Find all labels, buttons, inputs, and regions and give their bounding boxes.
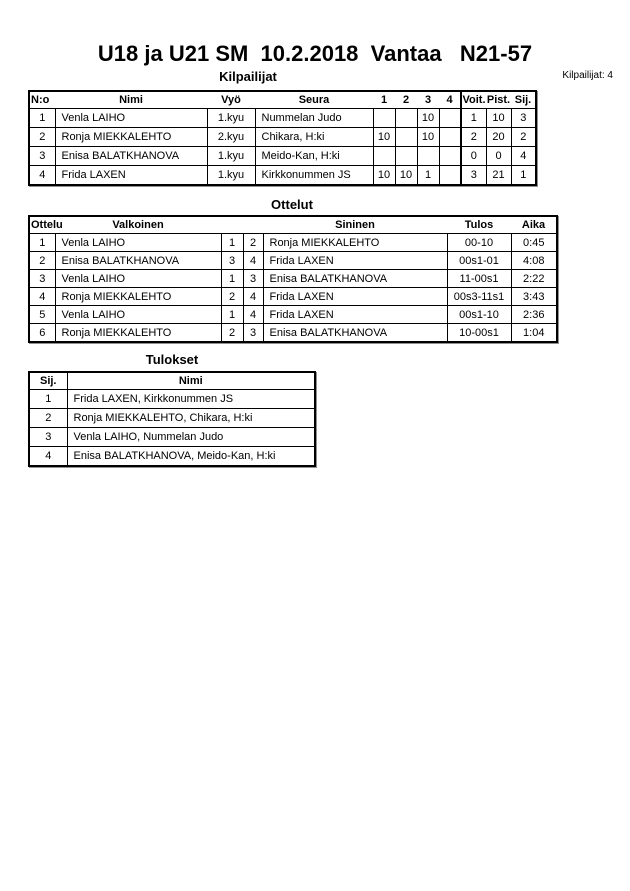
tulokset-header-row xyxy=(29,372,315,390)
cell-white-fighter: Ronja MIEKKALEHTO xyxy=(55,324,221,343)
cell-time: 2:22 xyxy=(511,270,557,288)
cell-white-fighter: Ronja MIEKKALEHTO xyxy=(55,288,221,306)
kilpailijat-row xyxy=(29,166,536,186)
ottelut-table xyxy=(28,215,558,343)
col-header-tulos: Tulos xyxy=(447,216,511,234)
cell-match-number: 1 xyxy=(29,234,55,252)
cell-round1-score xyxy=(373,147,395,166)
cell-placed-competitor: Venla LAIHO, Nummelan Judo xyxy=(67,428,315,447)
cell-blue-fighter: Frida LAXEN xyxy=(263,306,447,324)
cell-club: Meido-Kan, H:ki xyxy=(255,147,373,166)
cell-belt: 1.kyu xyxy=(207,147,255,166)
cell-round4-score xyxy=(439,166,461,186)
cell-white-fighter-number: 1 xyxy=(221,270,243,288)
kilpailijat-row xyxy=(29,147,536,166)
cell-wins: 1 xyxy=(461,109,486,128)
cell-belt: 1.kyu xyxy=(207,166,255,186)
tulokset-row xyxy=(29,390,315,409)
col-header-no: N:o xyxy=(29,91,55,109)
col-header-sininen: Sininen xyxy=(263,216,447,234)
tulokset-row xyxy=(29,409,315,428)
col-header-seura: Seura xyxy=(255,91,373,109)
kilpailijat-row xyxy=(29,128,536,147)
cell-round2-score xyxy=(395,147,417,166)
cell-white-fighter-number: 3 xyxy=(221,252,243,270)
cell-belt: 2.kyu xyxy=(207,128,255,147)
tulokset-row xyxy=(29,447,315,467)
cell-placed-competitor: Frida LAXEN, Kirkkonummen JS xyxy=(67,390,315,409)
kilpailijat-header-row xyxy=(29,91,536,109)
cell-blue-fighter-number: 4 xyxy=(243,306,263,324)
cell-round4-score xyxy=(439,128,461,147)
cell-round3-score: 10 xyxy=(417,128,439,147)
cell-round2-score xyxy=(395,128,417,147)
cell-blue-fighter-number: 4 xyxy=(243,252,263,270)
cell-blue-fighter: Frida LAXEN xyxy=(263,288,447,306)
ottelut-row xyxy=(29,270,557,288)
cell-round3-score xyxy=(417,147,439,166)
col-header-ottelu: Ottelu xyxy=(29,216,55,234)
cell-time: 2:36 xyxy=(511,306,557,324)
cell-placement: 2 xyxy=(511,128,536,147)
col-header-nimi: Nimi xyxy=(55,91,207,109)
cell-blue-fighter-number: 3 xyxy=(243,324,263,343)
col-header-vyo: Vyö xyxy=(207,91,255,109)
cell-competitor-number: 3 xyxy=(29,147,55,166)
col-header-round4: 4 xyxy=(439,91,461,109)
col-header-placement: Sij. xyxy=(29,372,67,390)
cell-round4-score xyxy=(439,147,461,166)
cell-blue-fighter-number: 4 xyxy=(243,288,263,306)
cell-result: 00-10 xyxy=(447,234,511,252)
cell-competitor-name: Venla LAIHO xyxy=(55,109,207,128)
section-heading-tulokset: Tulokset xyxy=(145,352,199,367)
kilpailijat-row xyxy=(29,109,536,128)
cell-match-number: 2 xyxy=(29,252,55,270)
cell-round1-score xyxy=(373,109,395,128)
cell-white-fighter-number: 2 xyxy=(221,288,243,306)
cell-round4-score xyxy=(439,109,461,128)
cell-wins: 2 xyxy=(461,128,486,147)
cell-round1-score: 10 xyxy=(373,166,395,186)
kilpailijat-rows xyxy=(29,109,536,186)
cell-result: 00s3-11s1 xyxy=(447,288,511,306)
cell-white-fighter: Venla LAIHO xyxy=(55,234,221,252)
cell-round2-score: 10 xyxy=(395,166,417,186)
cell-result: 00s1-01 xyxy=(447,252,511,270)
col-header-voit: Voit. xyxy=(461,91,486,109)
cell-points: 20 xyxy=(486,128,511,147)
cell-match-number: 3 xyxy=(29,270,55,288)
cell-points: 10 xyxy=(486,109,511,128)
col-header-white-number xyxy=(221,216,243,234)
ottelut-row xyxy=(29,252,557,270)
cell-club: Chikara, H:ki xyxy=(255,128,373,147)
col-header-round3: 3 xyxy=(417,91,439,109)
cell-wins: 0 xyxy=(461,147,486,166)
cell-white-fighter: Enisa BALATKHANOVA xyxy=(55,252,221,270)
kilpailijat-table xyxy=(28,90,537,186)
cell-result: 00s1-10 xyxy=(447,306,511,324)
cell-white-fighter-number: 1 xyxy=(221,234,243,252)
cell-final-placement: 4 xyxy=(29,447,67,467)
cell-blue-fighter-number: 2 xyxy=(243,234,263,252)
cell-round3-score: 10 xyxy=(417,109,439,128)
col-header-sij: Sij. xyxy=(511,91,536,109)
cell-final-placement: 1 xyxy=(29,390,67,409)
cell-white-fighter: Venla LAIHO xyxy=(55,270,221,288)
cell-wins: 3 xyxy=(461,166,486,186)
ottelut-row xyxy=(29,306,557,324)
ottelut-header-row xyxy=(29,216,557,234)
cell-placement: 3 xyxy=(511,109,536,128)
ottelut-rows xyxy=(29,234,557,343)
cell-result: 10-00s1 xyxy=(447,324,511,343)
cell-placement: 4 xyxy=(511,147,536,166)
cell-white-fighter-number: 2 xyxy=(221,324,243,343)
ottelut-row xyxy=(29,288,557,306)
ottelut-row xyxy=(29,234,557,252)
competitor-count-label: Kilpailijat: 4 xyxy=(562,70,613,81)
cell-blue-fighter-number: 3 xyxy=(243,270,263,288)
col-header-round2: 2 xyxy=(395,91,417,109)
section-heading-kilpailijat: Kilpailijat xyxy=(219,69,277,84)
cell-blue-fighter: Enisa BALATKHANOVA xyxy=(263,324,447,343)
cell-points: 21 xyxy=(486,166,511,186)
cell-round3-score: 1 xyxy=(417,166,439,186)
col-header-valkoinen: Valkoinen xyxy=(55,216,221,234)
cell-time: 1:04 xyxy=(511,324,557,343)
col-header-pist: Pist. xyxy=(486,91,511,109)
cell-round2-score xyxy=(395,109,417,128)
cell-competitor-number: 4 xyxy=(29,166,55,186)
col-header-name: Nimi xyxy=(67,372,315,390)
col-header-round1: 1 xyxy=(373,91,395,109)
section-heading-ottelut: Ottelut xyxy=(271,197,313,212)
cell-white-fighter: Venla LAIHO xyxy=(55,306,221,324)
cell-round1-score: 10 xyxy=(373,128,395,147)
cell-competitor-name: Ronja MIEKKALEHTO xyxy=(55,128,207,147)
cell-blue-fighter: Enisa BALATKHANOVA xyxy=(263,270,447,288)
cell-time: 3:43 xyxy=(511,288,557,306)
ottelut-row xyxy=(29,324,557,343)
page-title: U18 ja U21 SM 10.2.2018 Vantaa N21-57 xyxy=(97,41,533,66)
cell-competitor-name: Frida LAXEN xyxy=(55,166,207,186)
cell-white-fighter-number: 1 xyxy=(221,306,243,324)
cell-competitor-number: 1 xyxy=(29,109,55,128)
cell-belt: 1.kyu xyxy=(207,109,255,128)
cell-result: 11-00s1 xyxy=(447,270,511,288)
cell-points: 0 xyxy=(486,147,511,166)
cell-placed-competitor: Ronja MIEKKALEHTO, Chikara, H:ki xyxy=(67,409,315,428)
cell-competitor-number: 2 xyxy=(29,128,55,147)
cell-placed-competitor: Enisa BALATKHANOVA, Meido-Kan, H:ki xyxy=(67,447,315,467)
cell-final-placement: 2 xyxy=(29,409,67,428)
col-header-blue-number xyxy=(243,216,263,234)
cell-blue-fighter: Frida LAXEN xyxy=(263,252,447,270)
cell-placement: 1 xyxy=(511,166,536,186)
cell-club: Kirkkonummen JS xyxy=(255,166,373,186)
cell-competitor-name: Enisa BALATKHANOVA xyxy=(55,147,207,166)
cell-time: 4:08 xyxy=(511,252,557,270)
cell-club: Nummelan Judo xyxy=(255,109,373,128)
tulokset-rows xyxy=(29,390,315,467)
cell-time: 0:45 xyxy=(511,234,557,252)
cell-match-number: 6 xyxy=(29,324,55,343)
cell-match-number: 5 xyxy=(29,306,55,324)
tulokset-row xyxy=(29,428,315,447)
tulokset-table xyxy=(28,371,316,467)
cell-final-placement: 3 xyxy=(29,428,67,447)
col-header-aika: Aika xyxy=(511,216,557,234)
cell-blue-fighter: Ronja MIEKKALEHTO xyxy=(263,234,447,252)
cell-match-number: 4 xyxy=(29,288,55,306)
